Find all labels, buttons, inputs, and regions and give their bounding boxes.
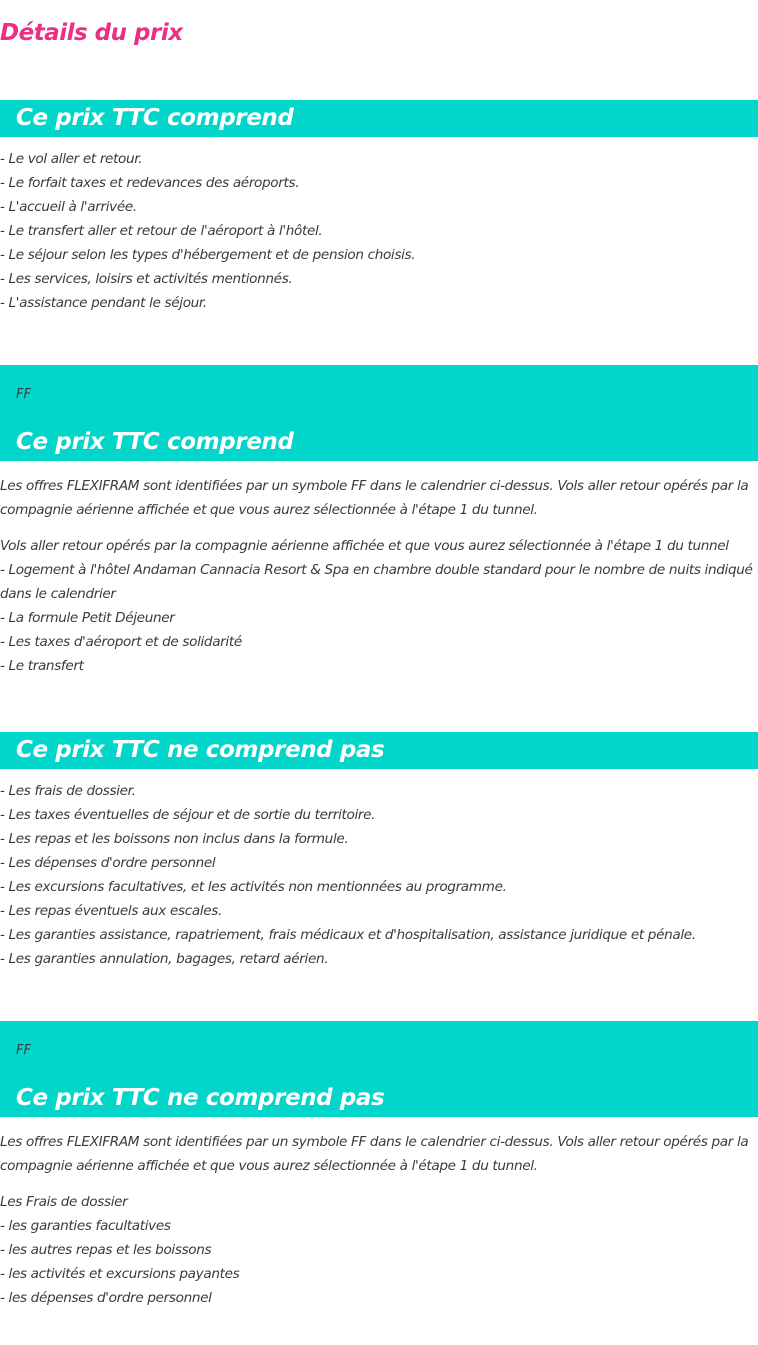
list-item: - Les repas éventuels aux escales. [0, 903, 222, 919]
included-items-list [0, 147, 758, 315]
list-item: - La formule Petit Déjeuner [0, 610, 175, 626]
section-header-band [0, 100, 758, 137]
section-header-band [0, 1021, 758, 1117]
list-item: - Le transfert aller et retour de l'aéroport à l'hôtel. [0, 223, 323, 239]
section-header-band [0, 732, 758, 769]
page-title: Détails du prix [0, 20, 183, 46]
list-item: - les autres repas et les boissons [0, 1242, 212, 1258]
section-heading: Ce prix TTC comprend [16, 105, 294, 131]
section-heading: Ce prix TTC ne comprend pas [16, 737, 385, 763]
list-item: - Les excursions facultatives, et les activités non mentionnées au programme. [0, 879, 507, 895]
list-item: - Les dépenses d'ordre personnel [0, 855, 216, 871]
list-item: - les garanties facultatives [0, 1218, 171, 1234]
flexifram-excluded-list [0, 1190, 758, 1310]
list-item: Les Frais de dossier [0, 1194, 128, 1210]
intro-paragraph: Les offres FLEXIFRAM sont identifiées par un symbole FF dans le calendrier ci-dessus. Vols aller retour opérés par la compagnie aérienne affichée et que vous aurez sélectionnée à l'étape 1 du tunnel. [0, 1134, 749, 1174]
flexifram-intro [0, 474, 758, 522]
list-item: - Les taxes d'aéroport et de solidarité [0, 634, 242, 650]
list-item: - Les garanties annulation, bagages, retard aérien. [0, 951, 329, 967]
list-item: - Le vol aller et retour. [0, 151, 143, 167]
list-item: - Les garanties assistance, rapatriement, frais médicaux et d'hospitalisation, assistance juridique et pénale. [0, 927, 696, 943]
ff-tag: FF [16, 1043, 31, 1058]
section-header-band [0, 365, 758, 461]
list-item: - Les repas et les boissons non inclus dans la formule. [0, 831, 349, 847]
list-item: - Les frais de dossier. [0, 783, 136, 799]
ff-tag: FF [16, 387, 31, 402]
price-includes-section [0, 100, 758, 315]
list-item: - les activités et excursions payantes [0, 1266, 240, 1282]
list-item: - L'accueil à l'arrivée. [0, 199, 137, 215]
list-item: - Le forfait taxes et redevances des aéroports. [0, 175, 300, 191]
list-item: - les dépenses d'ordre personnel [0, 1290, 212, 1306]
flexifram-intro [0, 1130, 758, 1178]
list-item: - Logement à l'hôtel Andaman Cannacia Resort & Spa en chambre double standard pour le nombre de nuits indiqué dans le calendrier [0, 562, 753, 602]
list-item: - Les taxes éventuelles de séjour et de sortie du territoire. [0, 807, 376, 823]
section-heading: Ce prix TTC ne comprend pas [16, 1085, 385, 1111]
flexifram-included-list [0, 534, 758, 678]
excluded-items-list [0, 779, 758, 971]
list-item: Vols aller retour opérés par la compagnie aérienne affichée et que vous aurez sélectionnée à l'étape 1 du tunnel [0, 538, 729, 554]
section-heading: Ce prix TTC comprend [16, 429, 294, 455]
flexifram-includes-section [0, 365, 758, 678]
flexifram-excludes-section [0, 1021, 758, 1310]
list-item: - Le séjour selon les types d'hébergement et de pension choisis. [0, 247, 416, 263]
price-excludes-section [0, 732, 758, 971]
list-item: - Le transfert [0, 658, 84, 674]
intro-paragraph: Les offres FLEXIFRAM sont identifiées par un symbole FF dans le calendrier ci-dessus. Vols aller retour opérés par la compagnie aérienne affichée et que vous aurez sélectionnée à l'étape 1 du tunnel. [0, 478, 749, 518]
list-item: - Les services, loisirs et activités mentionnés. [0, 271, 293, 287]
list-item: - L'assistance pendant le séjour. [0, 295, 207, 311]
